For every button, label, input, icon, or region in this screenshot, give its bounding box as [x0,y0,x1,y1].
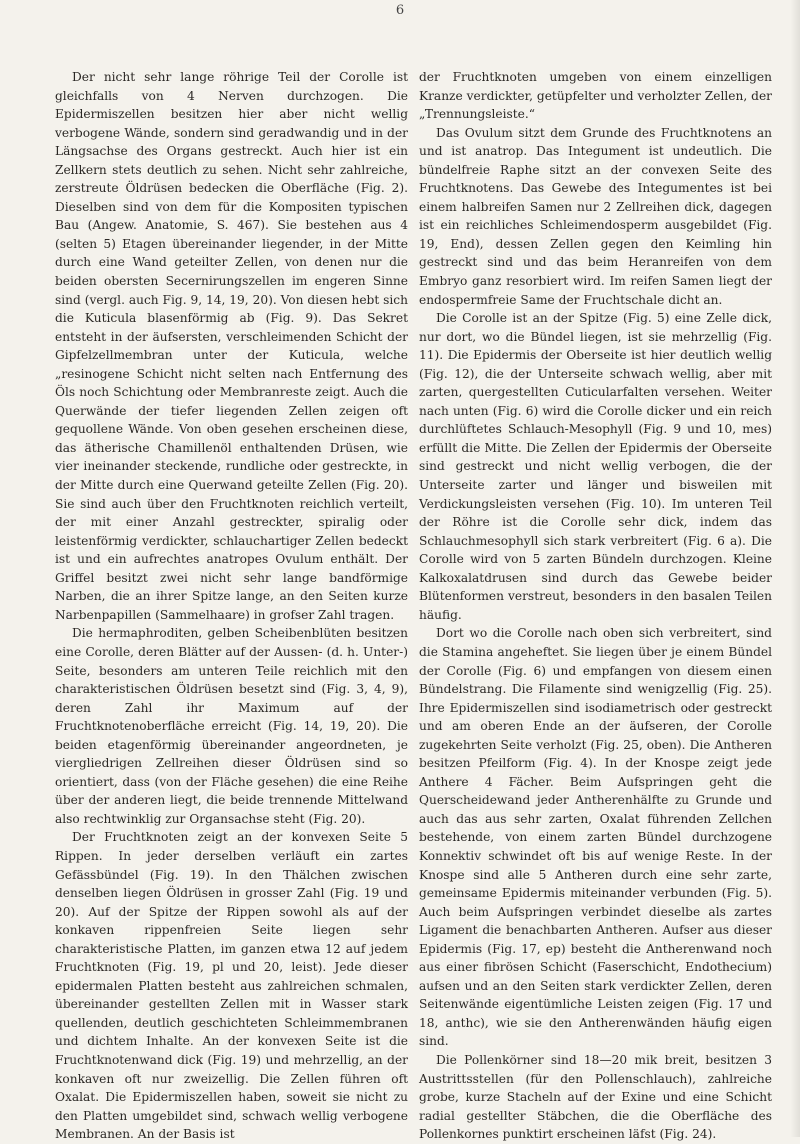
paragraph: Der Fruchtknoten zeigt an der konvexen Seite 5 Rippen. In jeder derselben verläuft ein zartes Gefässbündel (Fig. 19). In den Thälchen zwischen denselben liegen Öldrüsen in grosser Zahl (Fig. 19 und 20). Auf der Spitze der Rippen sowohl als auf der konkaven rippenfreien Seite liegen sehr charakteristische Platten, im ganzen etwa 12 auf jedem Fruchtknoten (Fig. 19, pl und 20, leist). Jede dieser epidermalen Platten besteht aus zahlreichen schmalen, übereinander gestellten Zellen mit in Wasser stark quellenden, deutlich geschichteten Schleimmembranen und dichtem Inhalte. An der konvexen Seite ist die Fruchtknotenwand dick (Fig. 19) und mehrzellig, an der konkaven oft nur zweizellig. Die Zellen führen oft Oxalat. Die Epidermiszellen haben, soweit sie nicht zu den Platten umgebildet sind, schwach wellig verbogene Membranen. An der Basis ist [55,830,408,1142]
paragraph: Die Pollenkörner sind 18—20 mik breit, besitzen 3 Austrittsstellen (für den Pollenschlauch), zahlreiche grobe, kurze Stacheln auf der Exine und eine Schicht radial gestellter Stäbchen, die die Oberfläche des Pollenkornes punktirt erscheinen läfst (Fig. 24). [419,1052,772,1142]
left-text-column [55,68,408,1144]
page-edge-shadow [790,0,800,1137]
paragraph: der Fruchtknoten umgeben von einem einzelligen Kranze verdickter, getüpfelter und verholzter Zellen, der „Trennungsleiste.“ [419,70,772,122]
paragraph: Der nicht sehr lange röhrige Teil der Corolle ist gleichfalls von 4 Nerven durchzogen. Die Epidermiszellen besitzen hier aber nicht wellig verbogene Wände, sondern sind geradwandig und in der Längsachse des Organs gestreckt. Auch hier ist ein Zellkern stets deutlich zu sehen. Nicht sehr zahlreiche, zerstreute Öldrüsen bedecken die Oberfläche (Fig. 2). Dieselben sind von dem für die Kompositen typischen Bau (Angew. Anatomie, S. 467). Sie bestehen aus 4 (selten 5) Etagen übereinander liegender, in der Mitte durch eine Wand geteilter Zellen, von denen nur die beiden obersten Secernirungszellen im engeren Sinne sind (vergl. auch Fig. 9, 14, 19, 20). Von diesen hebt sich die Kuticula blasenförmig ab (Fig. 9). Das Sekret entsteht in der äufsersten, verschleimenden Schicht der Gipfelzellmembran unter der Kuticula, welche „resinogene Schicht nicht selten nach Entfernung des Öls noch Schichtung oder Membranreste zeigt. Auch die Querwände der tiefer liegenden Zellen zeigen oft gequollene Wände. Von oben gesehen erscheinen diese, das ätherische Chamillenöl enthaltenden Drüsen, wie vier ineinander steckende, rundliche oder gestreckte, in der Mitte durch eine Querwand geteilte Zellen (Fig. 20). Sie sind auch über den Fruchtknoten reichlich verteilt, der mit einer Anzahl gestreckter, spiralig oder leistenförmig verdickter, schlauchartiger Zellen bedeckt ist und ein aufrechtes anatropes Ovulum enthält. Der Griffel besitzt zwei nicht sehr lange bandförmige Narben, die an ihrer Spitze lange, an den Seiten kurze Narbenpapillen (Sammelhaare) in grofser Zahl tragen. [55,70,408,622]
right-text-column [419,68,772,1144]
page-number: 6 [395,3,405,18]
paragraph: Dort wo die Corolle nach oben sich verbreitert, sind die Stamina angeheftet. Sie liegen über je einem Bündel der Corolle (Fig. 6) und empfangen von diesem einen Bündelstrang. Die Filamente sind wenigzellig (Fig. 25). Ihre Epidermiszellen sind isodiametrisch oder gestreckt und am oberen Ende an der äufseren, der Corolle zugekehrten Seite verholzt (Fig. 25, oben). Die Antheren besitzen Pfeilform (Fig. 4). In der Knospe zeigt jede Anthere 4 Fächer. Beim Aufspringen geht die Querscheidewand jeder Antherenhälfte zu Grunde und auch das aus sehr zarten, Oxalat führenden Zellchen bestehende, von einem zarten Bündel durchzogene Konnektiv schwindet oft bis auf wenige Reste. In der Knospe sind alle 5 Antheren durch eine sehr zarte, gemeinsame Epidermis miteinander verbunden (Fig. 5). Auch beim Aufspringen verbindet dieselbe als zartes Ligament die benachbarten Antheren. Aufser aus dieser Epidermis (Fig. 17, ep) besteht die Antherenwand noch aus einer fibrösen Schicht (Faserschicht, Endothecium) aufsen und an den Seiten stark verdickter Zellen, deren Seitenwände eigentümliche Leisten zeigen (Fig. 17 und 18, anthc), wie sie den Antherenwänden häufig eigen sind. [419,626,772,1049]
paragraph: Die hermaphroditen, gelben Scheibenblüten besitzen eine Corolle, deren Blätter auf der Aussen- (d. h. Unter-) Seite, besonders am unteren Teile reichlich mit den charakteristischen Öldrüsen besetzt sind (Fig. 3, 4, 9), deren Zahl ihr Maximum auf der Fruchtknotenoberfläche erreicht (Fig. 14, 19, 20). Die beiden etagenförmig übereinander angeordneten, je viergliedrigen Zellreihen dieser Öldrüsen sind so orientiert, dass (von der Fläche gesehen) die eine Reihe über der anderen liegt, die beide trennende Mittelwand also rechtwinklig zur Organsachse steht (Fig. 20). [55,626,408,826]
paragraph: Die Corolle ist an der Spitze (Fig. 5) eine Zelle dick, nur dort, wo die Bündel liegen, ist sie mehrzellig (Fig. 11). Die Epidermis der Oberseite ist hier deutlich wellig (Fig. 12), die der Unterseite schwach wellig, aber mit zarten, quergestellten Cuticularfalten versehen. Weiter nach unten (Fig. 6) wird die Corolle dicker und ein reich durchlüftetes Schlauch-Mesophyll (Fig. 9 und 10, mes) erfüllt die Mitte. Die Zellen der Epidermis der Oberseite sind gestreckt und nicht wellig verbogen, die der Unterseite zarter und länger und bisweilen mit Verdickungsleisten versehen (Fig. 10). Im unteren Teil der Röhre ist die Corolle sehr dick, indem das Schlauchmesophyll sich stark verbreitert (Fig. 6 a). Die Corolle wird von 5 zarten Bündeln durchzogen. Kleine Kalkoxalatdrusen sind durch das Gewebe beider Blütenformen verstreut, besonders in den basalen Teilen häufig. [419,311,772,622]
paragraph: Das Ovulum sitzt dem Grunde des Fruchtknotens an und ist anatrop. Das Integument ist undeutlich. Die bündelfreie Raphe sitzt an der convexen Seite des Fruchtknotens. Das Gewebe des Integumentes ist bei einem halbreifen Samen nur 2 Zellreihen dick, dagegen ist ein reichliches Schleimendosperm ausgebildet (Fig. 19, End), dessen Zellen gegen den Keimling hin gestreckt sind und das beim Heranreifen von dem Embryo ganz resorbiert wird. Im reifen Samen liegt der endospermfreie Same der Fruchtschale dicht an. [419,125,772,307]
